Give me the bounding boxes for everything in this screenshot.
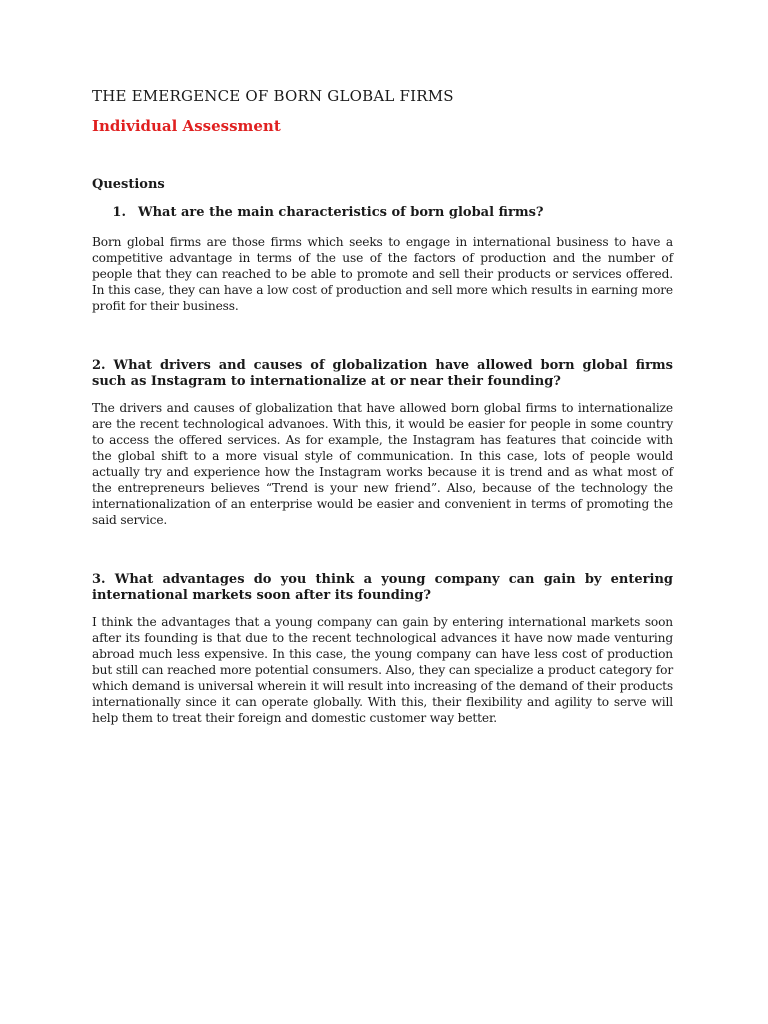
answer-1: Born global firms are those firms which seeks to engage in international business to have a competitive advantage in terms of the use of the factors of production and the number of people that they can reached to be able to promote and sell their products or services offered. In this case, they can have a low cost of production and sell more which results in earning more profit for their business. (92, 235, 673, 313)
question-3-heading: 3. What advantages do you think a young company can gain by entering international markets soon after its founding? (92, 572, 673, 603)
questions-label: Questions (92, 177, 165, 192)
answer-3: I think the advantages that a young company can gain by entering international markets soon after its founding is that due to the recent technological advances it have now made venturing abroad much less expensive. In this case, the young company can have less cost of production but still can reached more potential consumers. Also, they can specialize a product category for which demand is universal wherein it will result into increasing of the demand of their products internationally since it can operate globally. With this, their flexibility and agility to serve will help them to treat their foreign and domestic customer way better. (92, 615, 673, 725)
question-1-number: 1. (112, 205, 126, 220)
document-title: THE EMERGENCE OF BORN GLOBAL FIRMS (92, 87, 454, 105)
question-2-heading: 2. What drivers and causes of globalization have allowed born global firms such as Instagram to internationalize at or near their founding? (92, 358, 673, 389)
question-1-text: What are the main characteristics of born global firms? (138, 205, 544, 220)
document-page (92, 86, 673, 770)
answer-2: The drivers and causes of globalization that have allowed born global firms to internationalize are the recent technological advanoes. With this, it would be easier for people in some country to access the offered services. As for example, the Instagram has features that coincide with the global shift to a more visual style of communication. In this case, lots of people would actually try and experience how the Instagram works because it is trend and as what most of the entrepreneurs believes “Trend is your new friend”. Also, because of the technology the internationalization of an enterprise would be easier and convenient in terms of promoting the said service. (92, 401, 673, 527)
question-1-heading (92, 204, 673, 222)
document-subtitle: Individual Assessment (92, 117, 281, 135)
